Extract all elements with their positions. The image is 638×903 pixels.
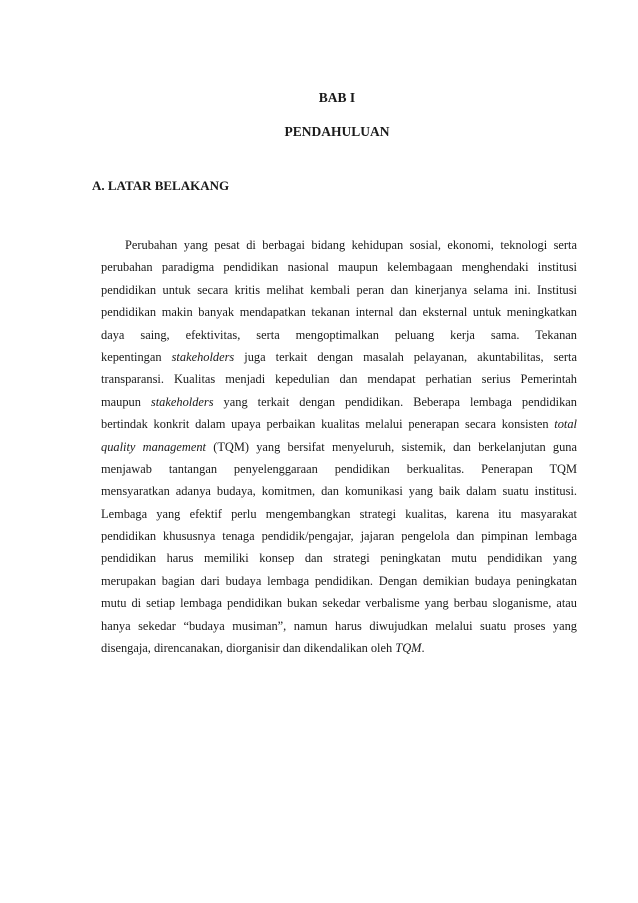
italic-term: stakeholders bbox=[171, 349, 235, 364]
text-run: transparansi. Kualitas menjadi kepedulian dan mendapat perhatian serius Pemerintah bbox=[101, 372, 577, 387]
text-run: mensyaratkan adanya budaya, komitmen, dan komunikasi yang baik dalam suatu institusi. bbox=[101, 484, 577, 499]
paragraph-line bbox=[101, 234, 577, 256]
paragraph-line bbox=[101, 324, 577, 346]
text-run: perubahan paradigma pendidikan nasional maupun kelembagaan menghendaki institusi bbox=[101, 260, 577, 275]
text-run: pendidikan untuk secara kritis melihat kembali peran dan kinerjanya selama ini. Institusi bbox=[101, 282, 577, 297]
text-run: (TQM) yang bersifat menyeluruh, sistemik, dan berkelanjutan guna bbox=[205, 439, 577, 454]
text-run: pendidikan khususnya tenaga pendidik/pengajar, jajaran pengelola dan pimpinan lembaga bbox=[101, 529, 577, 544]
italic-term: TQM bbox=[395, 641, 422, 656]
paragraph-line bbox=[101, 301, 577, 323]
paragraph-line bbox=[101, 525, 577, 547]
text-run: disengaja, direncanakan, diorganisir dan dikendalikan oleh bbox=[101, 641, 396, 656]
paragraph-line bbox=[101, 547, 577, 569]
paragraph-line bbox=[101, 570, 577, 592]
text-run: maupun bbox=[101, 394, 151, 409]
paragraph-line bbox=[101, 279, 577, 301]
text-run: . bbox=[421, 641, 425, 656]
paragraph-line bbox=[101, 368, 577, 390]
paragraph-line bbox=[101, 480, 577, 502]
text-run: bertindak konkrit dalam upaya perbaikan kualitas melalui penerapan secara konsisten bbox=[101, 417, 555, 432]
text-run: Perubahan yang pesat di berbagai bidang kehidupan sosial, ekonomi, teknologi serta bbox=[125, 238, 577, 252]
text-run: menjawab tantangan penyelenggaraan pendidikan berkualitas. Penerapan TQM bbox=[101, 461, 577, 476]
italic-term: stakeholders bbox=[150, 394, 214, 409]
paragraph-line bbox=[101, 592, 577, 614]
paragraph-line bbox=[101, 413, 577, 435]
italic-term: quality management bbox=[101, 439, 206, 454]
body-paragraph bbox=[101, 234, 577, 659]
text-run: juga terkait dengan masalah pelayanan, akuntabilitas, serta bbox=[234, 349, 578, 364]
paragraph-line bbox=[101, 637, 577, 659]
paragraph-line bbox=[101, 256, 577, 278]
text-run: pendidikan harus memiliki konsep dan strategi peningkatan mutu pendidikan yang bbox=[101, 551, 577, 566]
text-run: Lembaga yang efektif perlu mengembangkan strategi kualitas, karena itu masyarakat bbox=[101, 506, 577, 521]
paragraph-line bbox=[101, 391, 577, 413]
text-run: pendidikan makin banyak mendapatkan tekanan internal dan eksternal untuk meningkatkan bbox=[101, 305, 577, 320]
text-run: merupakan bagian dari budaya lembaga pendidikan. Dengan demikian budaya peningkatan bbox=[101, 573, 577, 588]
text-run: hanya sekedar “budaya musiman”, namun harus diwujudkan melalui suatu proses yang bbox=[101, 618, 577, 633]
italic-term: total bbox=[554, 417, 577, 432]
text-run: kepentingan bbox=[101, 349, 172, 364]
chapter-title: PENDAHULUAN bbox=[284, 124, 390, 139]
paragraph-line bbox=[101, 458, 577, 480]
text-run: mutu di setiap lembaga pendidikan bukan sekedar verbalisme yang berbau sloganisme, atau bbox=[101, 596, 577, 611]
paragraph-line bbox=[101, 615, 577, 637]
paragraph-line bbox=[101, 346, 577, 368]
paragraph-line bbox=[101, 436, 577, 458]
chapter-number: BAB I bbox=[318, 90, 356, 105]
text-run: yang terkait dengan pendidikan. Beberapa lembaga pendidikan bbox=[213, 394, 577, 409]
paragraph-line bbox=[101, 503, 577, 525]
section-heading: A. LATAR BELAKANG bbox=[92, 178, 230, 193]
text-run: daya saing, efektivitas, serta mengoptimalkan peluang kerja sama. Tekanan bbox=[101, 327, 577, 342]
